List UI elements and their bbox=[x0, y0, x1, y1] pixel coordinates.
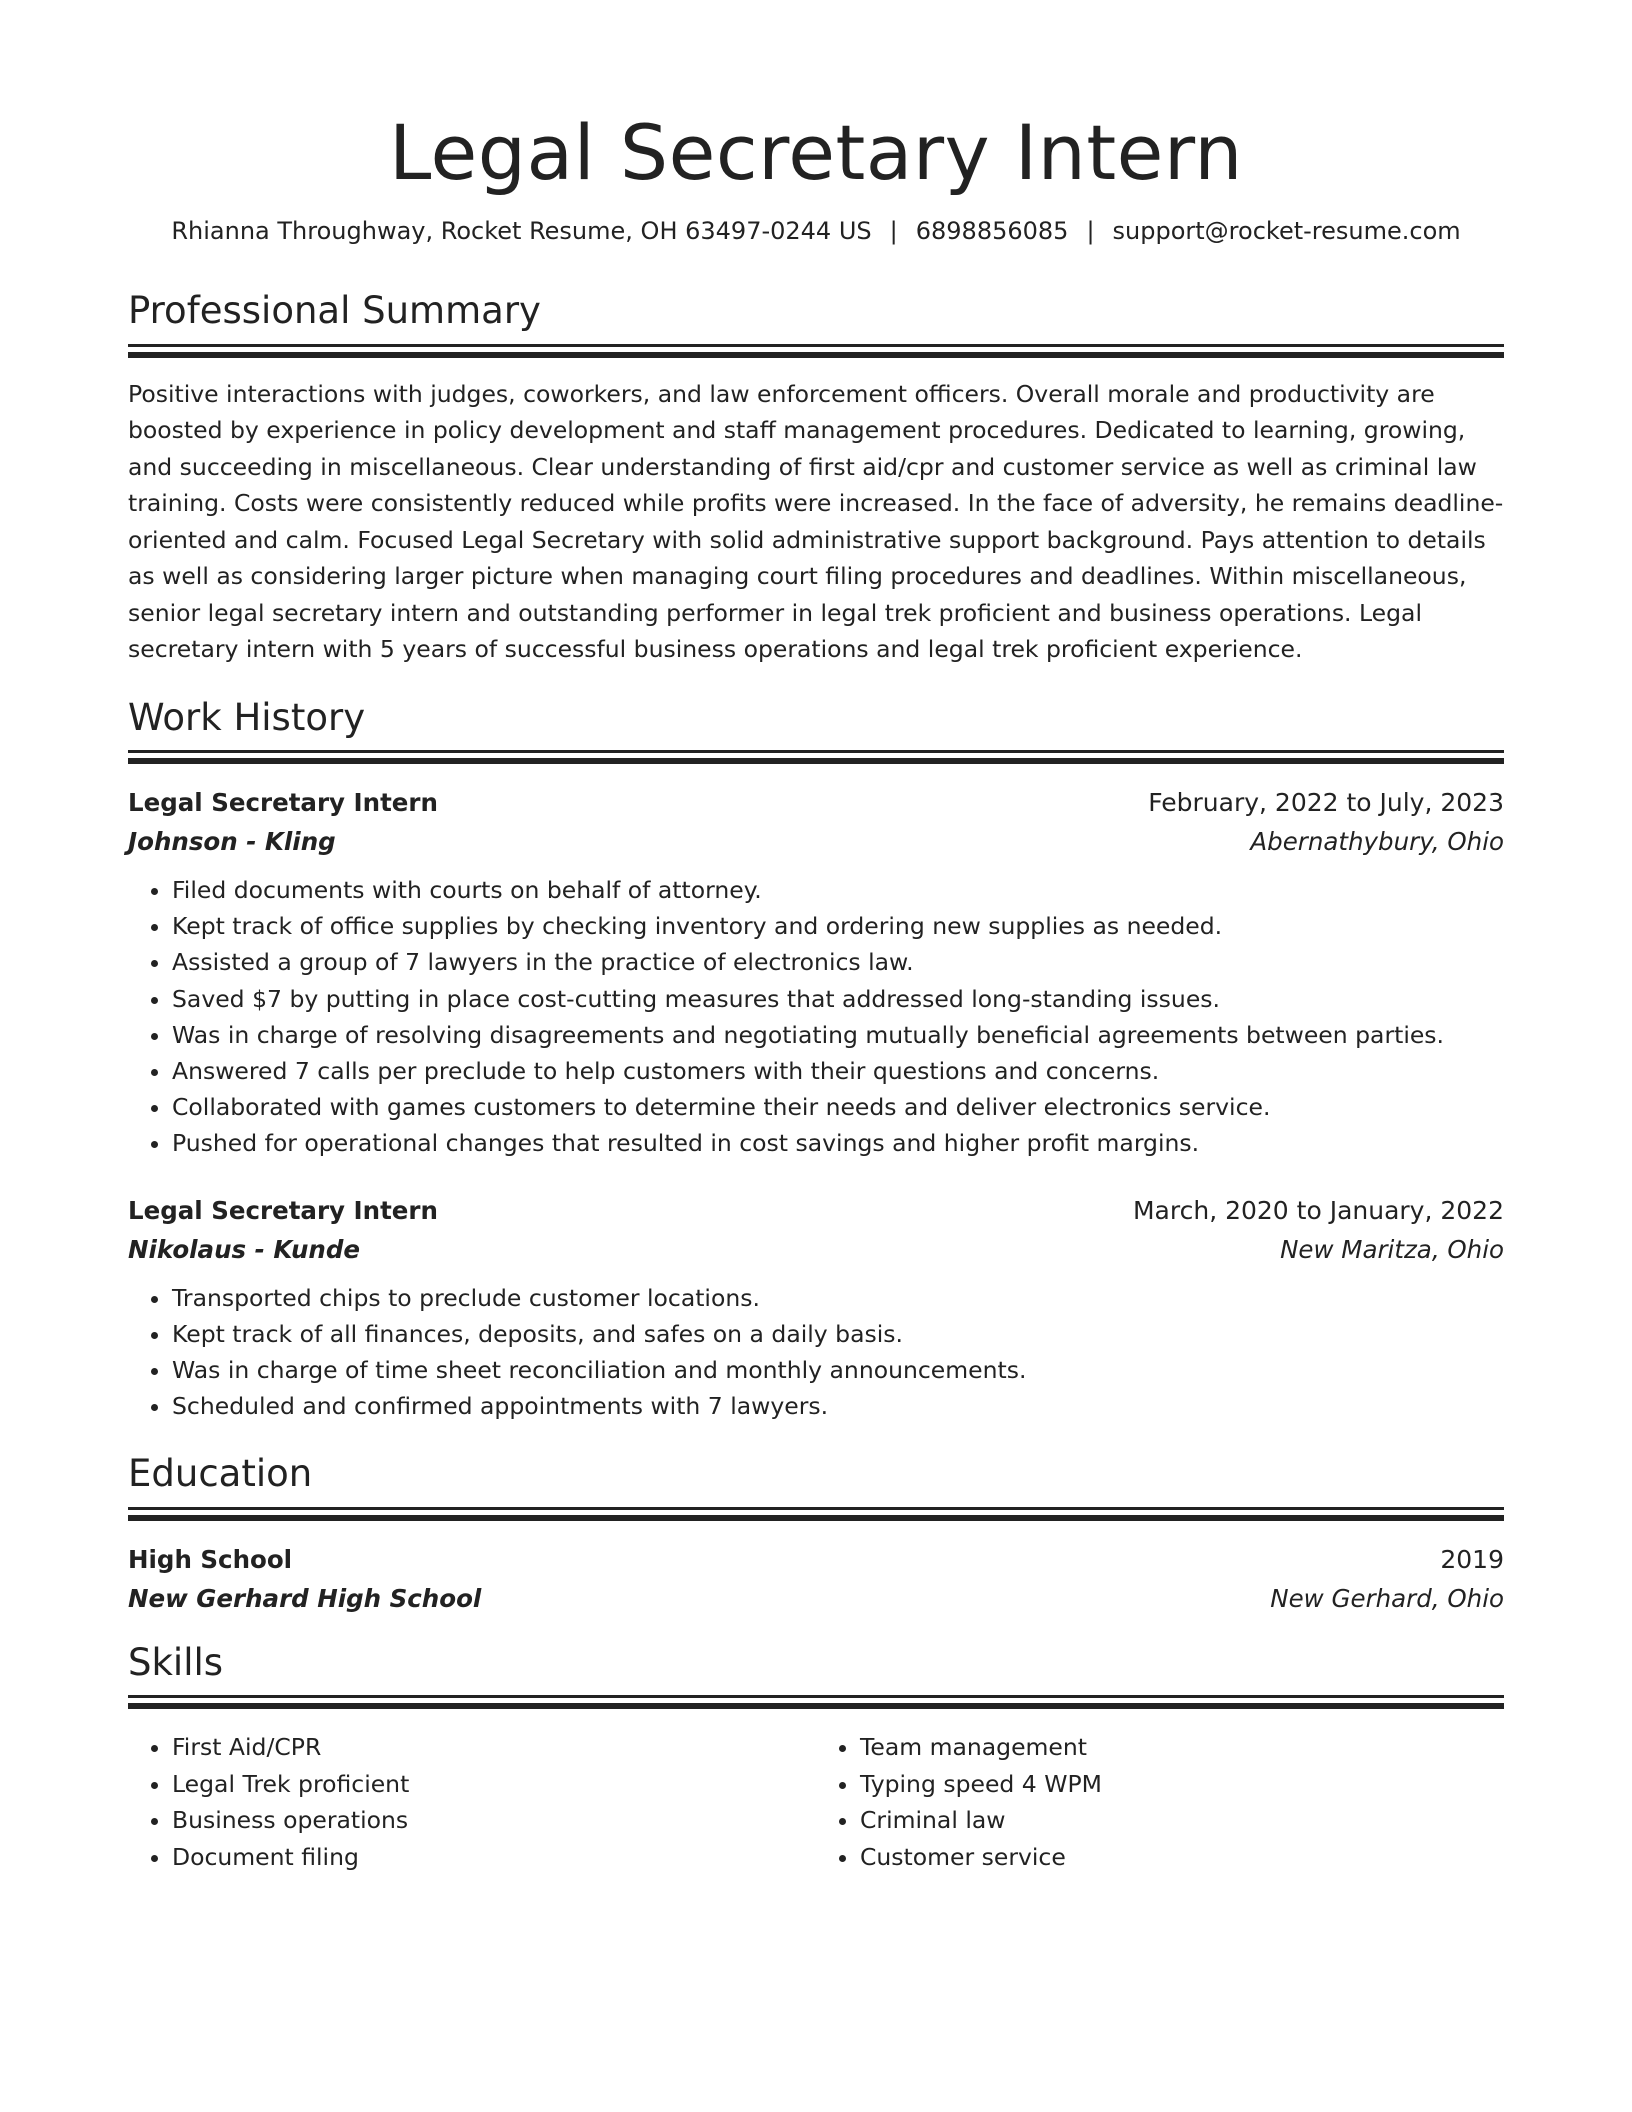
list-item: • Assisted a group of 7 lawyers in the practice of electronics law. bbox=[172, 944, 1504, 980]
skill-item: • Customer service bbox=[860, 1839, 1504, 1876]
job-dates: February, 2022 to July, 2023 bbox=[1148, 787, 1504, 817]
skill-item: • Criminal law bbox=[860, 1802, 1504, 1839]
section-title-skills: Skills bbox=[128, 1640, 224, 1684]
job-bullets bbox=[128, 872, 1504, 1162]
skill-item: • Document filing bbox=[172, 1839, 816, 1876]
section-divider bbox=[128, 344, 1504, 347]
list-item: • Kept track of office supplies by checking inventory and ordering new supplies as needed. bbox=[172, 908, 1504, 944]
education-degree: High School bbox=[128, 1544, 293, 1574]
section-title-work: Work History bbox=[128, 695, 366, 739]
job-location: Abernathybury, Ohio bbox=[1250, 826, 1504, 856]
work-history-section bbox=[128, 696, 1504, 1425]
job-location: New Maritza, Ohio bbox=[1280, 1234, 1504, 1264]
list-item: • Kept track of all finances, deposits, and safes on a daily basis. bbox=[172, 1316, 1504, 1352]
list-item: • Filed documents with courts on behalf of attorney. bbox=[172, 872, 1504, 908]
list-item: • Saved $7 by putting in place cost-cutting measures that addressed long-standing issues. bbox=[172, 981, 1504, 1017]
summary-section bbox=[128, 289, 1504, 667]
section-divider bbox=[128, 1507, 1504, 1510]
job-entry bbox=[128, 1196, 1504, 1425]
skills-section bbox=[128, 1641, 1504, 1875]
contact-email: support@rocket-resume.com bbox=[1112, 217, 1461, 246]
education-entry bbox=[128, 1545, 1504, 1613]
job-bullets bbox=[128, 1280, 1504, 1425]
education-section bbox=[128, 1452, 1504, 1612]
summary-text: Positive interactions with judges, coworkers, and law enforcement officers. Overall morale and productivity are boosted by experience in policy development and staff management procedures. Dedicated to learning, growing, and succeeding in miscellaneous. Clear understanding of first aid/cpr and customer service as well as criminal law training. Costs were consistently reduced while profits were increased. In the face of adversity, he remains deadline-oriented and calm. Focused Legal Secretary with solid administrative support background. Pays attention to details as well as considering larger picture when managing court filing procedures and deadlines. Within miscellaneous, senior legal secretary intern and outstanding performer in legal trek proficient and business operations. Legal secretary intern with 5 years of successful business operations and legal trek proficient experience. bbox=[128, 379, 1504, 663]
list-item: • Pushed for operational changes that resulted in cost savings and higher profit margins. bbox=[172, 1125, 1504, 1161]
education-school: New Gerhard High School bbox=[128, 1583, 482, 1613]
job-company: Johnson - Kling bbox=[128, 826, 336, 856]
list-item: • Collaborated with games customers to determine their needs and deliver electronics service. bbox=[172, 1089, 1504, 1125]
skill-item: • First Aid/CPR bbox=[172, 1729, 816, 1766]
contact-line bbox=[128, 217, 1504, 245]
skill-item: • Legal Trek proficient bbox=[172, 1766, 816, 1803]
skill-item: • Team management bbox=[860, 1729, 1504, 1766]
section-divider bbox=[128, 750, 1504, 753]
contact-separator: | bbox=[1086, 217, 1095, 246]
list-item: • Was in charge of time sheet reconciliation and monthly announcements. bbox=[172, 1352, 1504, 1388]
list-item: • Answered 7 calls per preclude to help customers with their questions and concerns. bbox=[172, 1053, 1504, 1089]
section-title-summary: Professional Summary bbox=[128, 289, 541, 333]
skill-item: • Typing speed 4 WPM bbox=[860, 1766, 1504, 1803]
section-title-education: Education bbox=[128, 1452, 313, 1496]
job-title: Legal Secretary Intern bbox=[128, 787, 438, 817]
list-item: • Transported chips to preclude customer locations. bbox=[172, 1280, 1504, 1316]
skills-columns bbox=[128, 1729, 1504, 1875]
contact-separator: | bbox=[889, 217, 898, 246]
education-location: New Gerhard, Ohio bbox=[1270, 1583, 1504, 1613]
section-divider bbox=[128, 1695, 1504, 1698]
job-dates: March, 2020 to January, 2022 bbox=[1132, 1195, 1504, 1225]
contact-address: Rhianna Throughway, Rocket Resume, OH 63497-0244 US bbox=[171, 217, 872, 246]
resume-name: Legal Secretary Intern bbox=[389, 108, 1243, 197]
skill-item: • Business operations bbox=[172, 1802, 816, 1839]
job-title: Legal Secretary Intern bbox=[128, 1195, 438, 1225]
job-entry bbox=[128, 788, 1504, 1162]
skills-list-left bbox=[128, 1729, 816, 1875]
contact-phone: 6898856085 bbox=[915, 217, 1069, 246]
education-year: 2019 bbox=[1440, 1544, 1504, 1574]
list-item: • Scheduled and confirmed appointments with 7 lawyers. bbox=[172, 1388, 1504, 1424]
list-item: • Was in charge of resolving disagreements and negotiating mutually beneficial agreements between parties. bbox=[172, 1017, 1504, 1053]
skills-list-right bbox=[816, 1729, 1504, 1875]
job-company: Nikolaus - Kunde bbox=[128, 1234, 361, 1264]
